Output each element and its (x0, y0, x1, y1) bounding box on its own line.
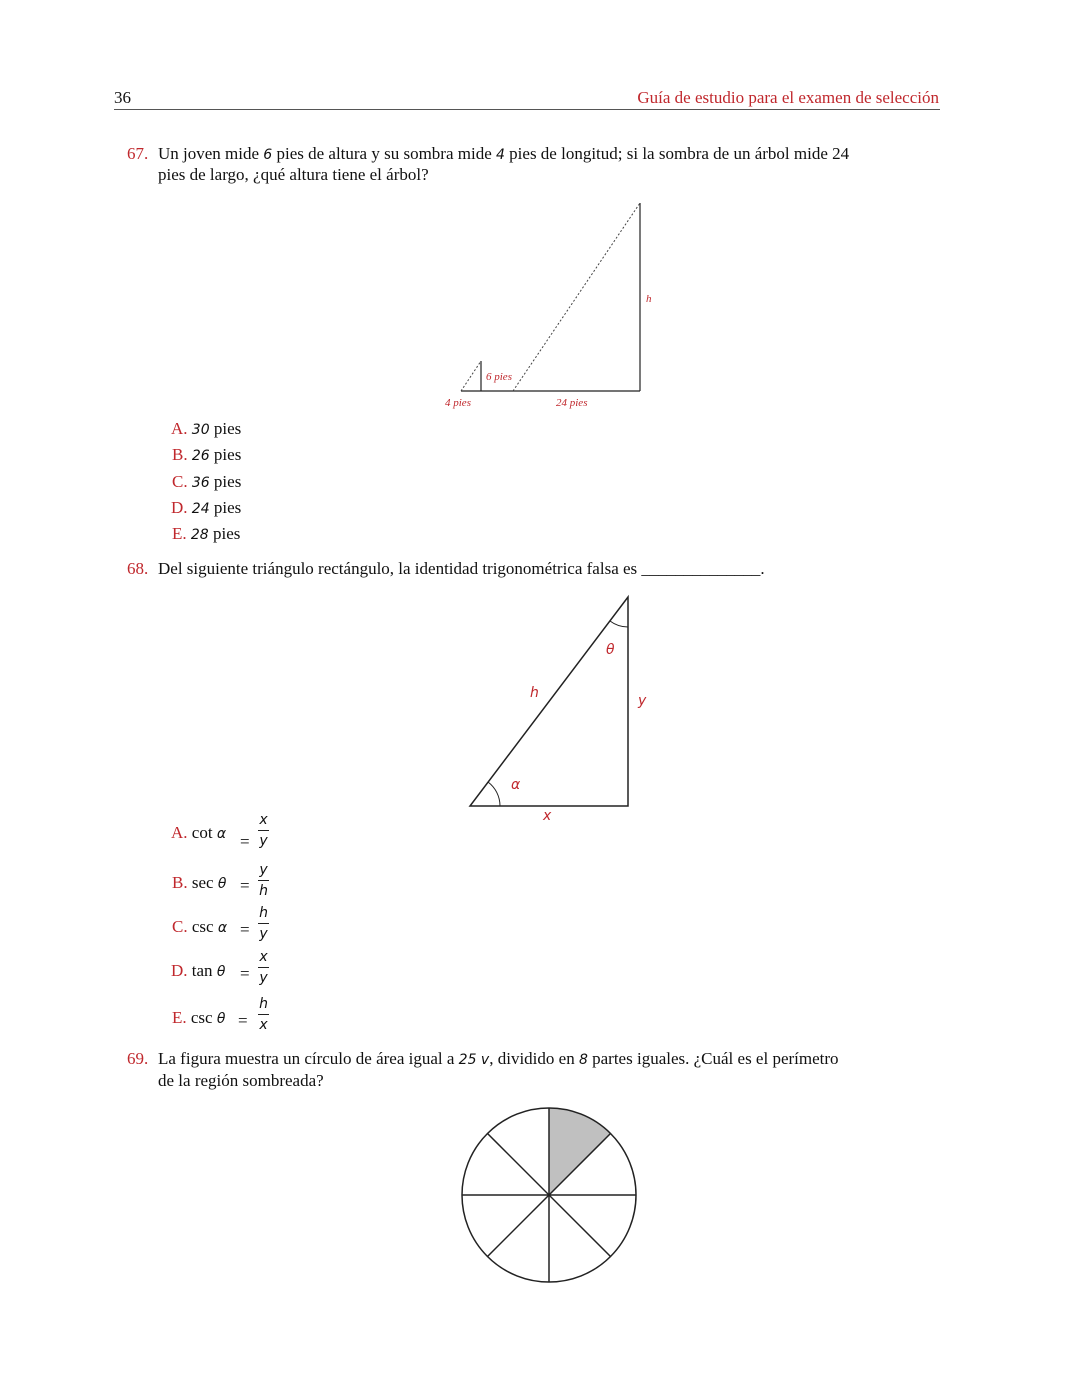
label-person-height: 6 pies (486, 371, 512, 383)
document-page: 36 Guía de estudio para el examen de selección 67. Un joven mide 6 pies de altura y su sombra mide 4 pies de longitud; si la sombra de un árbol mide 24 pies de largo, ¿qué altura tiene el árbol? 6 pies h 4 pies 24 pies θ h y α x A. 30 pies B. 26 pies C. 36 pies D. 24 pies E. 28 pies 68. Del siguiente triángulo rectángulo, la identidad trigonométrica falsa es ______________. A. cot α = x y B. sec θ = y h C. csc α = h y D. tan θ = x y E. csc θ = h x 69. La figura muestra un círculo de área igual a 25 v, dividido en 8 partes iguales. ¿Cuál es el perímetro de la región sombreada? (0, 0, 1080, 1397)
circle-figure (462, 1108, 636, 1282)
fraction: h x (259, 996, 268, 1033)
label-person-shadow: 4 pies (445, 397, 471, 409)
fraction: h y (259, 905, 268, 942)
option-d[interactable]: D. 24 pies (171, 498, 242, 517)
fraction: x y (259, 812, 268, 849)
right-triangle-figure (470, 597, 647, 824)
question-text-line2: pies de largo, ¿qué altura tiene el árbol? (158, 165, 429, 184)
fraction: x y (259, 949, 268, 986)
question-text-line2: de la región sombreada? (158, 1071, 324, 1090)
question-text: Un joven mide 6 pies de altura y su sombra mide 4 pies de longitud; si la sombra de un árbol mide 24 (158, 144, 850, 163)
label-h: h (530, 685, 539, 701)
question-text: La figura muestra un círculo de área igual a 25 v, dividido en 8 partes iguales. ¿Cuál es el perímetro (158, 1049, 839, 1068)
option-b[interactable]: B. sec θ (172, 873, 227, 892)
option-d[interactable]: D. tan θ (171, 961, 226, 980)
option-e[interactable]: E. 28 pies (172, 524, 241, 543)
question-number: 67. (127, 144, 149, 163)
shadow-triangle-figure (445, 203, 652, 409)
label-y: y (638, 693, 647, 709)
running-header: Guía de estudio para el examen de selección (637, 88, 939, 107)
option-b[interactable]: B. 26 pies (172, 445, 242, 464)
label-alpha: α (511, 777, 521, 793)
question-number: 68. (127, 559, 149, 578)
page-number: 36 (114, 88, 131, 107)
label-x: x (543, 808, 552, 824)
question-number: 69. (127, 1049, 149, 1068)
option-c[interactable]: C. csc α (172, 917, 228, 936)
option-a[interactable]: A. cot α (171, 823, 227, 842)
label-tree-shadow: 24 pies (556, 397, 588, 409)
option-c[interactable]: C. 36 pies (172, 472, 242, 491)
label-theta: θ (606, 642, 615, 658)
fraction: y h (259, 862, 268, 899)
option-e[interactable]: E. csc θ (172, 1008, 226, 1027)
label-tree-height: h (646, 293, 652, 305)
question-text: Del siguiente triángulo rectángulo, la identidad trigonométrica falsa es ______________. (158, 559, 765, 578)
option-a[interactable]: A. 30 pies (171, 419, 242, 438)
